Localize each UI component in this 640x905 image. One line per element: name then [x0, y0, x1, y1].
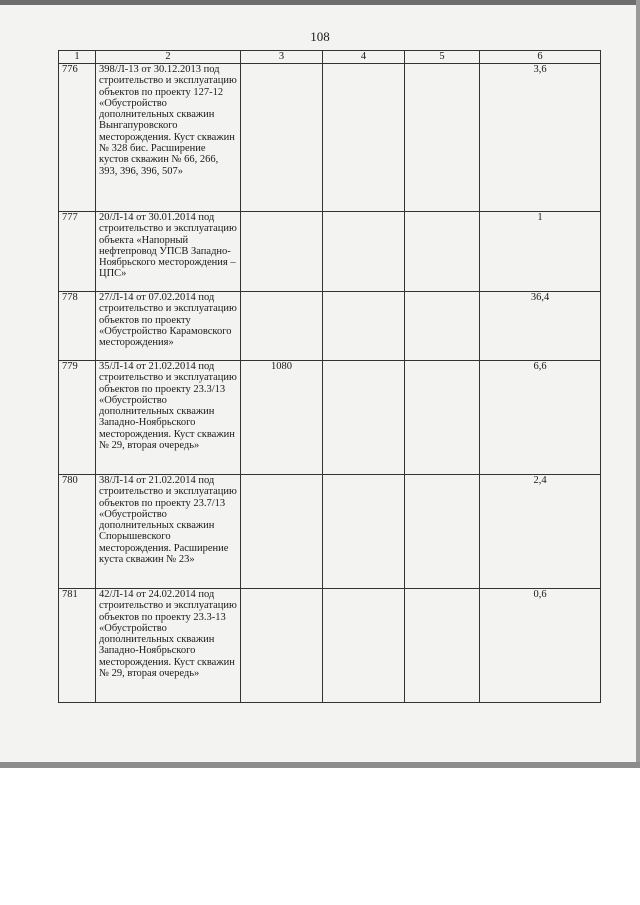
table-row: [59, 64, 601, 212]
row-col4: [323, 64, 405, 212]
scan-top-edge: [0, 0, 640, 5]
row-col4: [323, 361, 405, 475]
row-col3: [241, 475, 323, 589]
row-description: 398/Л-13 от 30.12.2013 под строительство и эксплуатацию объектов по проекту 127-12 «Обустройство дополнительных скважин Вынгапуровского месторождения. Куст скважин № 328 бис. Расширение кустов скважин № 66, 266, 393, 396, 396, 507»: [96, 64, 241, 212]
column-header: 3: [241, 51, 323, 64]
row-col3: [241, 212, 323, 292]
row-col5: [405, 589, 480, 703]
row-col4: [323, 292, 405, 361]
row-col6: 2,4: [480, 475, 601, 589]
row-number: 779: [59, 361, 96, 475]
row-col3: [241, 589, 323, 703]
scan-bottom-edge: [0, 762, 640, 768]
row-col5: [405, 361, 480, 475]
row-number: 776: [59, 64, 96, 212]
row-col3: 1080: [241, 361, 323, 475]
row-description: 35/Л-14 от 21.02.2014 под строительство и эксплуатацию объектов по проекту 23.3/13 «Обустройство дополнительных скважин Западно-Ноябрьского месторождения. Куст скважин № 29, вторая очередь»: [96, 361, 241, 475]
table-header-row: [59, 51, 601, 64]
row-description: 42/Л-14 от 24.02.2014 под строительство и эксплуатацию объектов по проекту 23.3-13 «Обустройство дополнительных скважин Западно-Ноябрьского месторождения. Куст скважин № 29, вторая очередь»: [96, 589, 241, 703]
row-description: 20/Л-14 от 30.01.2014 под строительство и эксплуатацию объекта «Напорный нефтепровод УПСВ Западно-Ноябрьского месторождения – ЦПС»: [96, 212, 241, 292]
table-row: [59, 589, 601, 703]
row-col6: 36,4: [480, 292, 601, 361]
column-header: 5: [405, 51, 480, 64]
row-col5: [405, 212, 480, 292]
row-number: 780: [59, 475, 96, 589]
row-col5: [405, 475, 480, 589]
row-col4: [323, 589, 405, 703]
row-col3: [241, 292, 323, 361]
row-description: 38/Л-14 от 21.02.2014 под строительство и эксплуатацию объектов по проекту 23.7/13 «Обустройство дополнительных скважин Спорышевского месторождения. Расширение куста скважин № 23»: [96, 475, 241, 589]
column-header: 4: [323, 51, 405, 64]
row-col3: [241, 64, 323, 212]
scan-right-edge: [636, 0, 640, 768]
table-row: [59, 475, 601, 589]
row-description: 27/Л-14 от 07.02.2014 под строительство и эксплуатацию объектов по проекту «Обустройство Карамовского месторождения»: [96, 292, 241, 361]
row-col5: [405, 292, 480, 361]
row-col4: [323, 212, 405, 292]
row-col4: [323, 475, 405, 589]
row-number: 778: [59, 292, 96, 361]
column-header: 6: [480, 51, 601, 64]
page-number: 108: [310, 29, 330, 44]
row-col5: [405, 64, 480, 212]
table-row: [59, 361, 601, 475]
row-col6: 3,6: [480, 64, 601, 212]
table-row: [59, 212, 601, 292]
row-col6: 0,6: [480, 589, 601, 703]
data-table: [58, 50, 601, 703]
row-col6: 1: [480, 212, 601, 292]
row-col6: 6,6: [480, 361, 601, 475]
column-header: 2: [96, 51, 241, 64]
column-header: 1: [59, 51, 96, 64]
row-number: 777: [59, 212, 96, 292]
table-row: [59, 292, 601, 361]
row-number: 781: [59, 589, 96, 703]
